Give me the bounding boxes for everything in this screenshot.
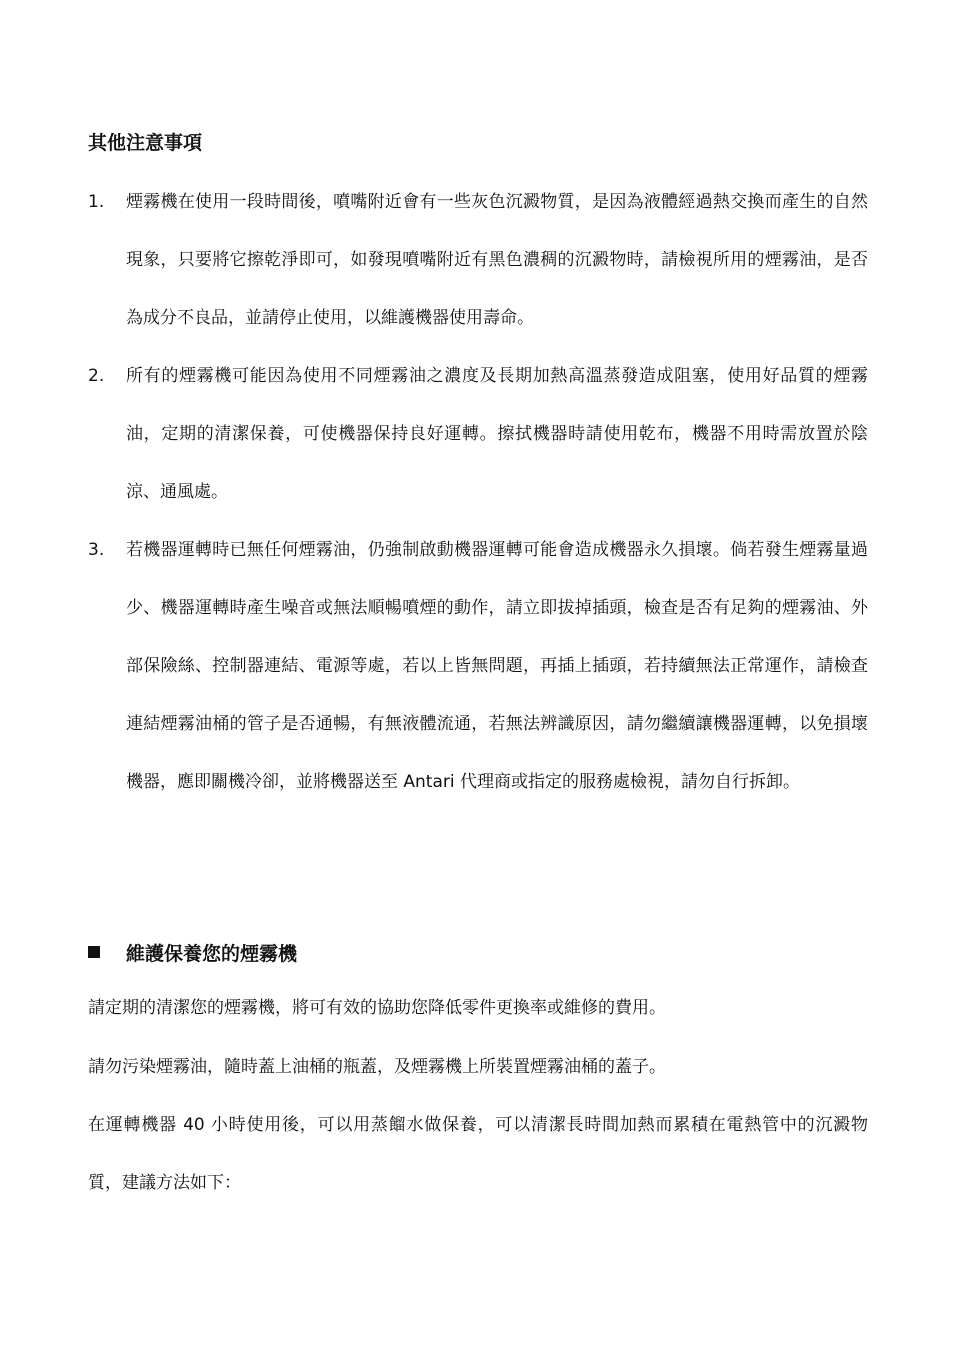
list-item bbox=[88, 173, 868, 347]
list-item-number: 1. bbox=[88, 192, 105, 212]
list-item-number: 2. bbox=[88, 366, 105, 386]
list-item-text: 若機器運轉時已無任何煙霧油，仍強制啟動機器運轉可能會造成機器永久損壞。倘若發生煙霧量過少、機器運轉時產生噪音或無法順暢噴煙的動作，請立即拔掉插頭，檢查是否有足夠的煙霧油、外部保險絲、控制器連結、電源等處，若以上皆無問題，再插上插頭，若持續無法正常運作，請檢查連結煙霧油桶的管子是否通暢，有無液體流通，若無法辨識原因，請勿繼續讓機器運轉，以免損壞機器，應即關機冷卻，並將機器送至 Antari 代理商或指定的服務處檢視，請勿自行拆卸。 bbox=[126, 540, 868, 792]
list-item bbox=[88, 347, 868, 521]
square-bullet-icon bbox=[88, 946, 100, 958]
list-item bbox=[88, 521, 868, 811]
maintenance-paragraph: 在運轉機器 40 小時使用後，可以用蒸餾水做保養，可以清潔長時間加熱而累積在電熱管中的沉澱物質，建議方法如下： bbox=[88, 1115, 868, 1193]
maintenance-paragraph: 請定期的清潔您的煙霧機，將可有效的協助您降低零件更換率或維修的費用。 bbox=[88, 998, 666, 1018]
list-item-text: 煙霧機在使用一段時間後，噴嘴附近會有一些灰色沉澱物質，是因為液體經過熱交換而產生的自然現象，只要將它擦乾淨即可，如發現噴嘴附近有黑色濃稠的沉澱物時，請檢視所用的煙霧油，是否為成分不良品，並請停止使用，以維護機器使用壽命。 bbox=[126, 192, 868, 328]
maintenance-heading-text: 維護保養您的煙霧機 bbox=[126, 942, 298, 965]
list-item-text: 所有的煙霧機可能因為使用不同煙霧油之濃度及長期加熱高溫蒸發造成阻塞，使用好品質的煙霧油，定期的清潔保養，可使機器保持良好運轉。擦拭機器時請使用乾布，機器不用時需放置於陰涼、通風處。 bbox=[126, 366, 868, 502]
notes-heading: 其他注意事項 bbox=[88, 132, 203, 154]
list-item-number: 3. bbox=[88, 540, 105, 560]
maintenance-paragraph: 請勿污染煙霧油，隨時蓋上油桶的瓶蓋，及煙霧機上所裝置煙霧油桶的蓋子。 bbox=[88, 1057, 666, 1077]
maintenance-heading bbox=[88, 938, 297, 966]
